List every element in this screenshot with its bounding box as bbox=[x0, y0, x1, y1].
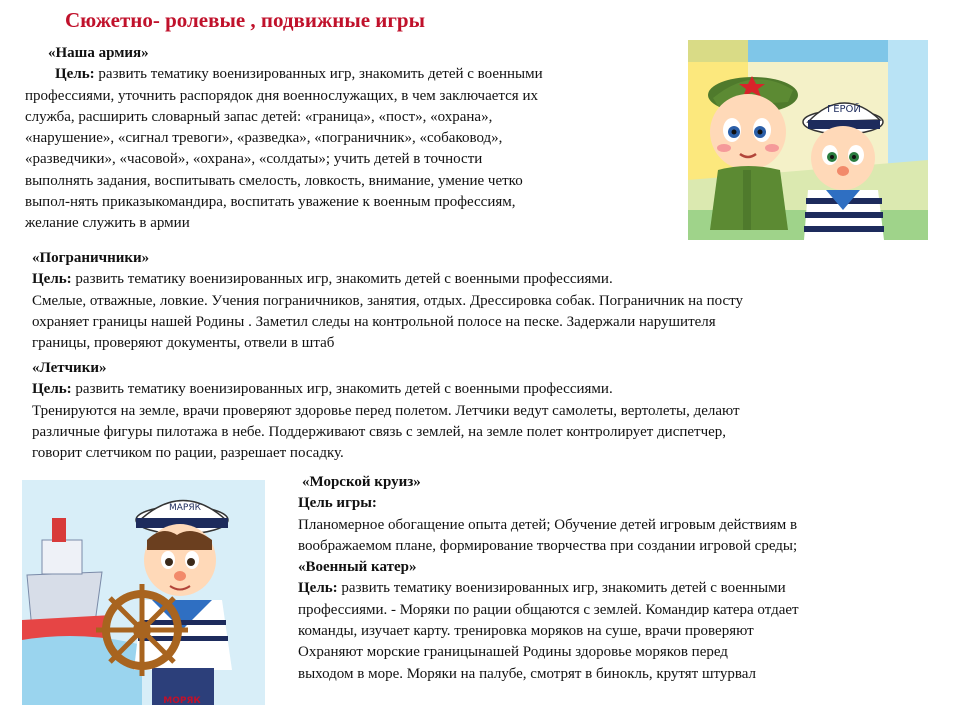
bottom-label: МОРЯК bbox=[163, 696, 201, 705]
section-nasha-armiya bbox=[25, 43, 543, 235]
text-line: Смелые, отважные, ловкие. Учения пограничников, занятия, отдых. Дрессировка собак. Пограничник на посту bbox=[32, 292, 744, 309]
text-line: говорит слетчиком по рации, разрешает посадку. bbox=[32, 445, 344, 462]
page-title: Сюжетно- ролевые , подвижные игры bbox=[65, 8, 425, 32]
text-line: выходом в море. Моряки на палубе, смотрят в бинокль, крутят штурвал bbox=[298, 665, 757, 682]
soldier-sailor-kids-illustration bbox=[688, 40, 928, 240]
section-morskoy-kruiz bbox=[298, 472, 799, 685]
text-line: команды, изучает карту. тренировка моряков на суше, врачи проверяют bbox=[298, 623, 754, 640]
text-line: «разведчики», «часовой», «охрана», «солдаты»; учить детей в точности bbox=[25, 151, 483, 168]
text-line: желание служить в армии bbox=[25, 215, 190, 232]
text-line: Цель игры: bbox=[298, 495, 377, 512]
text-line: «нарушение», «сигнал тревоги», «разведка», «пограничник», «собаковод», bbox=[25, 130, 503, 147]
text-line: Цель: развить тематику военизированных игр, знакомить детей с военными bbox=[298, 580, 786, 597]
cap-label: ГЕРОЙ bbox=[827, 104, 861, 115]
sailor-boy-illustration bbox=[22, 480, 265, 705]
text-line: Охраняют морские границынашей Родины здоровье моряков перед bbox=[298, 644, 728, 661]
section-heading: «Наша армия» bbox=[48, 45, 149, 61]
text-line: профессиями. - Моряки по рации общаются с землей. Командир катера отдает bbox=[298, 601, 799, 618]
text-line: служба, расширить словарный запас детей: «граница», «пост», «охрана», bbox=[25, 108, 493, 125]
cap-label: МАРЯК bbox=[169, 503, 201, 513]
section-heading: «Пограничники» bbox=[32, 250, 150, 266]
section-heading: «Летчики» bbox=[32, 360, 107, 376]
text-line: выполнять задания, воспитывать смелость, ловкость, внимание, умение четко bbox=[25, 172, 523, 189]
section-heading: «Военный катер» bbox=[298, 559, 417, 576]
text-line: различные фигуры пилотажа в небе. Поддерживают связь с землей, на земле полет контролирует диспетчер, bbox=[32, 423, 727, 440]
text-line: Цель: развить тематику военизированных игр, знакомить детей с военными bbox=[55, 66, 543, 83]
section-heading: «Морской круиз» bbox=[302, 474, 421, 490]
section-letchiki bbox=[32, 358, 740, 464]
text-line: Тренируются на земле, врачи проверяют здоровье перед полетом. Летчики ведут самолеты, вертолеты, делают bbox=[32, 402, 740, 419]
text-line: Цель: развить тематику военизированных игр, знакомить детей с военными профессиями. bbox=[32, 381, 613, 398]
text-line: воображаемом плане, формирование творчества при создании игровой среды; bbox=[298, 537, 798, 554]
text-line: выпол-нять приказыкомандира, воспитать уважение к военным профессиям, bbox=[25, 194, 516, 211]
section-pogranichniki bbox=[32, 248, 743, 354]
text-line: профессиями, уточнить распорядок дня военнослужащих, в чем заключается их bbox=[25, 87, 538, 104]
text-line: границы, проверяют документы, отвели в штаб bbox=[32, 335, 335, 352]
text-line: охраняет границы нашей Родины . Заметил следы на контрольной полосе на песке. Задержали нарушителя bbox=[32, 313, 716, 330]
text-line: Планомерное обогащение опыта детей; Обучение детей игровым действиям в bbox=[298, 516, 798, 533]
text-line: Цель: развить тематику военизированных игр, знакомить детей с военными профессиями. bbox=[32, 271, 613, 288]
